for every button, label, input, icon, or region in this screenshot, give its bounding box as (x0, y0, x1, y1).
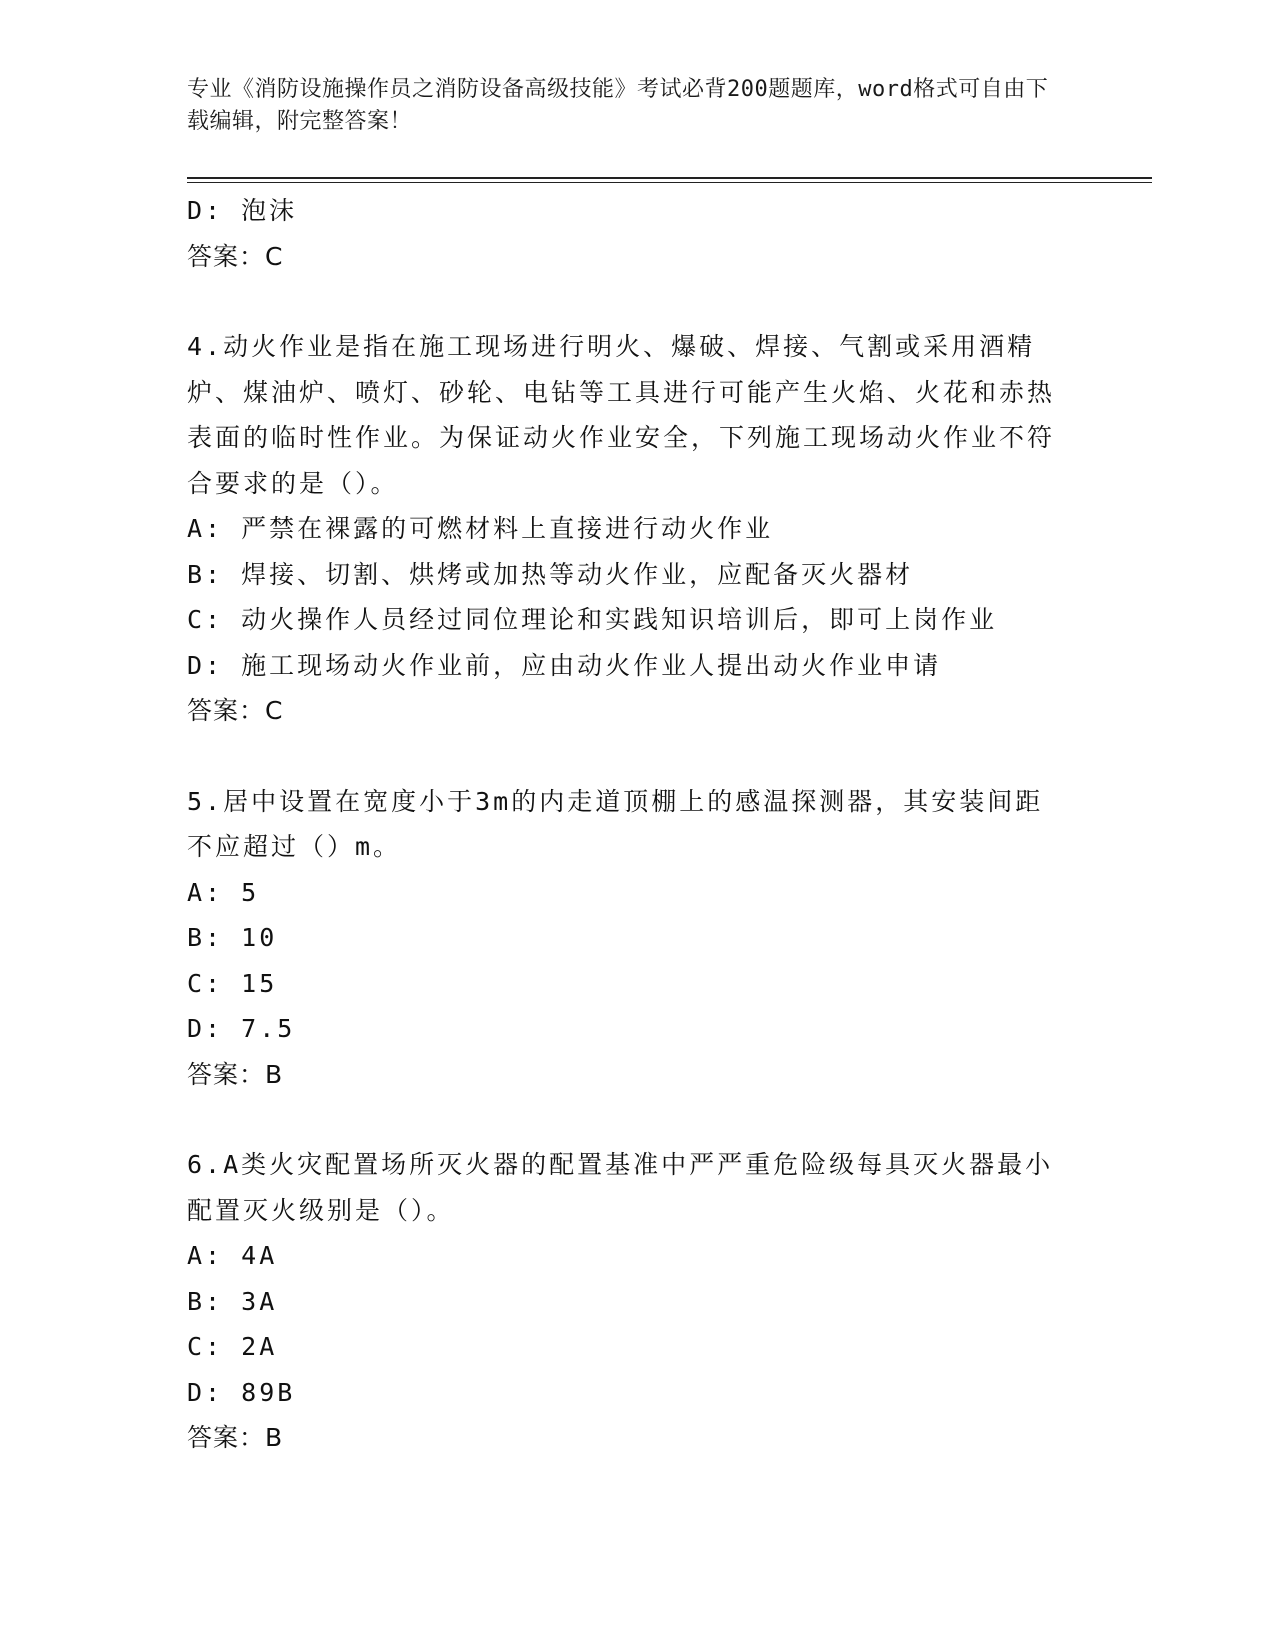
question-text: 6.A类火灾配置场所灭火器的配置基准中严严重危险级每具灭火器最小配置灭火级别是（）。 (187, 1150, 1054, 1225)
option-b: B: 3A (187, 1286, 278, 1316)
question-4 (187, 324, 1087, 734)
document-body (187, 188, 1087, 1461)
option-a: A: 严禁在裸露的可燃材料上直接进行动火作业 (187, 514, 774, 543)
option-b: B: 10 (187, 923, 278, 952)
answer-line: 答案：C (187, 696, 284, 725)
option-a: A: 5 (187, 877, 260, 907)
option-c: C: 2A (187, 1332, 278, 1361)
question-text: 4.动火作业是指在施工现场进行明火、爆破、焊接、气割或采用酒精炉、煤油炉、喷灯、砂轮、电钻等工具进行可能产生火焰、火花和赤热表面的临时性作业。为保证动火作业安全，下列施工现场动火作业不符合要求的是（）。 (187, 332, 1056, 498)
carryover-question (187, 188, 1087, 279)
header-divider-thin (187, 182, 1152, 183)
option-b: B: 焊接、切割、烘烤或加热等动火作业，应配备灭火器材 (187, 559, 914, 589)
answer-line: 答案：B (187, 1059, 284, 1089)
question-5 (187, 779, 1087, 1098)
answer-line: 答案：C (187, 241, 284, 271)
option-d: D: 89B (187, 1377, 296, 1407)
question-text: 5.居中设置在宽度小于3m的内走道顶棚上的感温探测器，其安装间距不应超过（）m。 (187, 786, 1044, 861)
option-d: D: 7.5 (187, 1014, 296, 1043)
answer-line: 答案：B (187, 1423, 284, 1452)
question-6 (187, 1142, 1087, 1461)
option-c: C: 15 (187, 968, 278, 998)
header-divider-thick (187, 177, 1152, 179)
option-c: C: 动火操作人员经过同位理论和实践知识培训后，即可上岗作业 (187, 605, 998, 634)
option-d: D: 泡沫 (187, 196, 298, 225)
document-header-title: 专业《消防设施操作员之消防设备高级技能》考试必背200题题库，word格式可自由下载编辑，附完整答案！ (187, 77, 1049, 134)
option-a: A: 4A (187, 1241, 278, 1270)
option-d: D: 施工现场动火作业前，应由动火作业人提出动火作业申请 (187, 650, 942, 680)
